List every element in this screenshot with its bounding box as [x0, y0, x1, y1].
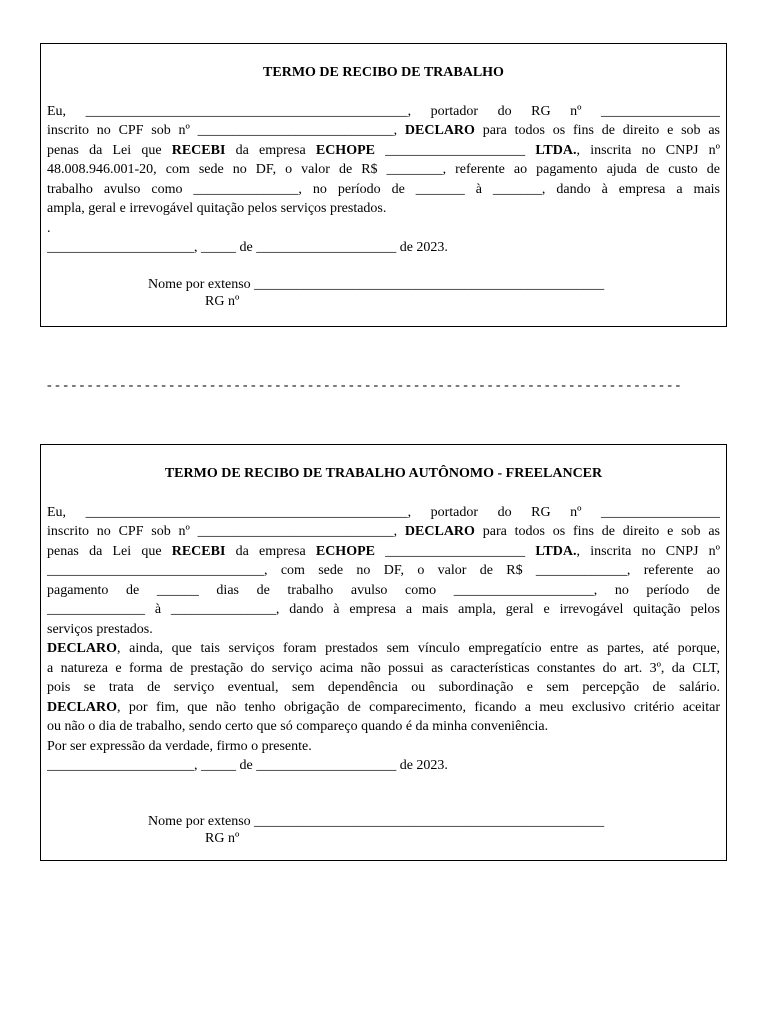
bold-declaro: DECLARO [404, 123, 475, 138]
nome-por-extenso-line: Nome por extenso __________________________________________________ [148, 813, 605, 829]
text-run: , inscrita no CNPJ nº [576, 142, 720, 158]
text-run: penas da Lei que [47, 543, 172, 559]
text-run: , ainda, que tais serviços foram prestados sem vínculo empregatício entre as partes, até porque, [117, 641, 720, 656]
text-run: da empresa [225, 142, 316, 158]
text-line: pagamento de ______ dias de trabalho avulso como ____________________, no período de [47, 582, 720, 598]
text-line [47, 542, 720, 562]
text-run: para todos os fins de direito e sob as [474, 123, 720, 138]
date-line: _____________________, _____ de ____________________ de 2023. [47, 758, 448, 773]
cut-line-separator: - - - - - - - - - - - - - - - - - - - - - - - - - - - - - - - - - - - - - - - - - - - - - - - - - - - - - - - - - - - - - - - - - - - - - - - - - - - - - - [47, 378, 681, 393]
text-run: inscrito no CPF sob nº ____________________________, [47, 123, 405, 138]
recibo-trabalho-box [40, 43, 727, 327]
text-line: Eu, ______________________________________________, portador do RG nº _________________ [47, 103, 720, 119]
text-line [47, 121, 720, 141]
bold-declaro: DECLARO [404, 524, 475, 539]
recibo-trabalho-title: TERMO DE RECIBO DE TRABALHO [263, 65, 504, 80]
bold-echope: ECHOPE [315, 543, 375, 559]
text-run: para todos os fins de direito e sob as [474, 524, 720, 539]
text-line [47, 522, 720, 542]
signature-block [47, 275, 720, 311]
bold-declaro: DECLARO [47, 641, 118, 656]
text-run: , por fim, que não tenho obrigação de comparecimento, ficando a meu exclusivo critério aceitar [117, 699, 720, 715]
recibo-autonomo-title: TERMO DE RECIBO DE TRABALHO AUTÔNOMO - FREELANCER [164, 466, 603, 481]
text-line: ou não o dia de trabalho, sendo certo que só compareço quando é da minha conveniência. [47, 719, 549, 734]
bold-ltda: LTDA. [535, 543, 577, 559]
text-line: Por ser expressão da verdade, firmo o presente. [47, 738, 312, 754]
text-line: pois se trata de serviço eventual, sem dependência ou subordinação e sem percepção de salário. [47, 680, 720, 695]
text-line: serviços prestados. [47, 621, 153, 637]
text-line: trabalho avulso como _______________, no período de _______ à _______, dando à empresa a mais [47, 181, 720, 197]
text-line: _______________________________, com sede no DF, o valor de R$ _____________, referente ao [47, 563, 720, 578]
text-line: 48.008.946.001-20, com sede no DF, o valor de R$ ________, referente ao pagamento ajuda de custo de [47, 162, 720, 177]
text-run: da empresa [225, 543, 316, 559]
rg-label: RG nº [205, 294, 240, 309]
text-run: , inscrita no CNPJ nº [576, 543, 720, 559]
text-run: penas da Lei que [47, 142, 172, 158]
text-line: . [47, 220, 51, 236]
text-line: Eu, ______________________________________________, portador do RG nº _________________ [47, 504, 720, 520]
nome-por-extenso-line: Nome por extenso __________________________________________________ [148, 276, 605, 292]
text-run: ____________________ [374, 142, 536, 158]
recibo-autonomo-box [40, 444, 727, 861]
bold-echope: ECHOPE [315, 142, 375, 158]
date-line: _____________________, _____ de ____________________ de 2023. [47, 240, 448, 255]
text-line [47, 639, 720, 659]
rg-label: RG nº [205, 831, 240, 846]
signature-block [47, 812, 720, 848]
text-line: ______________ à _______________, dando à empresa a mais ampla, geral e irrevogável quitação pelos [47, 602, 720, 617]
text-line: ampla, geral e irrevogável quitação pelos serviços prestados. [47, 201, 387, 216]
bold-declaro: DECLARO [47, 699, 118, 715]
text-line [47, 141, 720, 161]
text-run: inscrito no CPF sob nº ____________________________, [47, 524, 405, 539]
text-line [47, 698, 720, 718]
text-run: ____________________ [374, 543, 536, 559]
bold-recebi: RECEBI [171, 142, 226, 158]
text-line: a natureza e forma de prestação do serviço acima não possui as características constantes do art. 3º, da CLT, [47, 660, 720, 676]
bold-ltda: LTDA. [535, 142, 577, 158]
bold-recebi: RECEBI [171, 543, 226, 559]
